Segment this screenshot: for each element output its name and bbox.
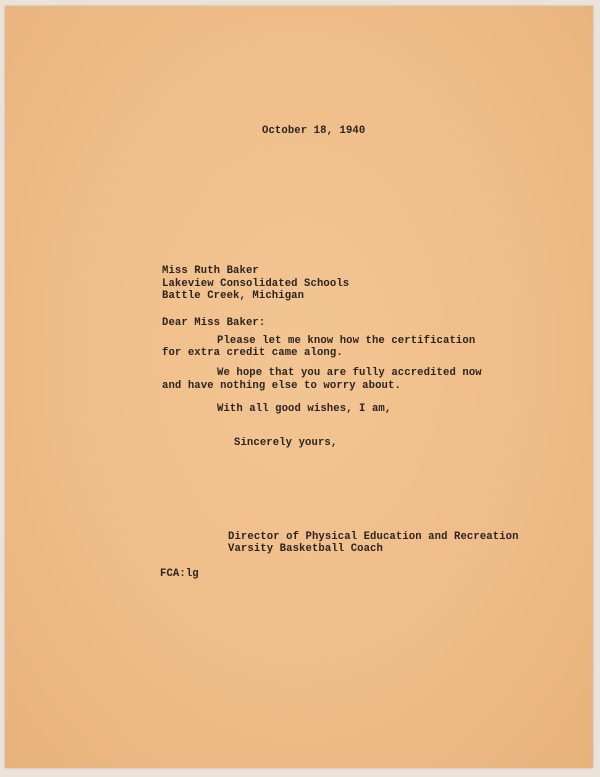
- complimentary-close: Sincerely yours,: [234, 437, 338, 449]
- signature-title-1: Director of Physical Education and Recreation: [228, 531, 519, 543]
- closing-remark: With all good wishes, I am,: [217, 403, 392, 415]
- salutation: Dear Miss Baker:: [162, 317, 266, 329]
- recipient-location: Battle Creek, Michigan: [162, 290, 305, 302]
- recipient-organization: Lakeview Consolidated Schools: [162, 278, 350, 290]
- signature-title-2: Varsity Basketball Coach: [228, 543, 383, 555]
- paragraph-1-line-2: for extra credit came along.: [162, 347, 343, 359]
- paragraph-1-line-1: Please let me know how the certification: [217, 335, 476, 347]
- paragraph-2-line-1: We hope that you are fully accredited now: [217, 367, 482, 379]
- recipient-name: Miss Ruth Baker: [162, 265, 259, 277]
- paragraph-2-line-2: and have nothing else to worry about.: [162, 380, 401, 392]
- letter-date: October 18, 1940: [262, 125, 366, 137]
- reference-initials: FCA:lg: [160, 568, 199, 580]
